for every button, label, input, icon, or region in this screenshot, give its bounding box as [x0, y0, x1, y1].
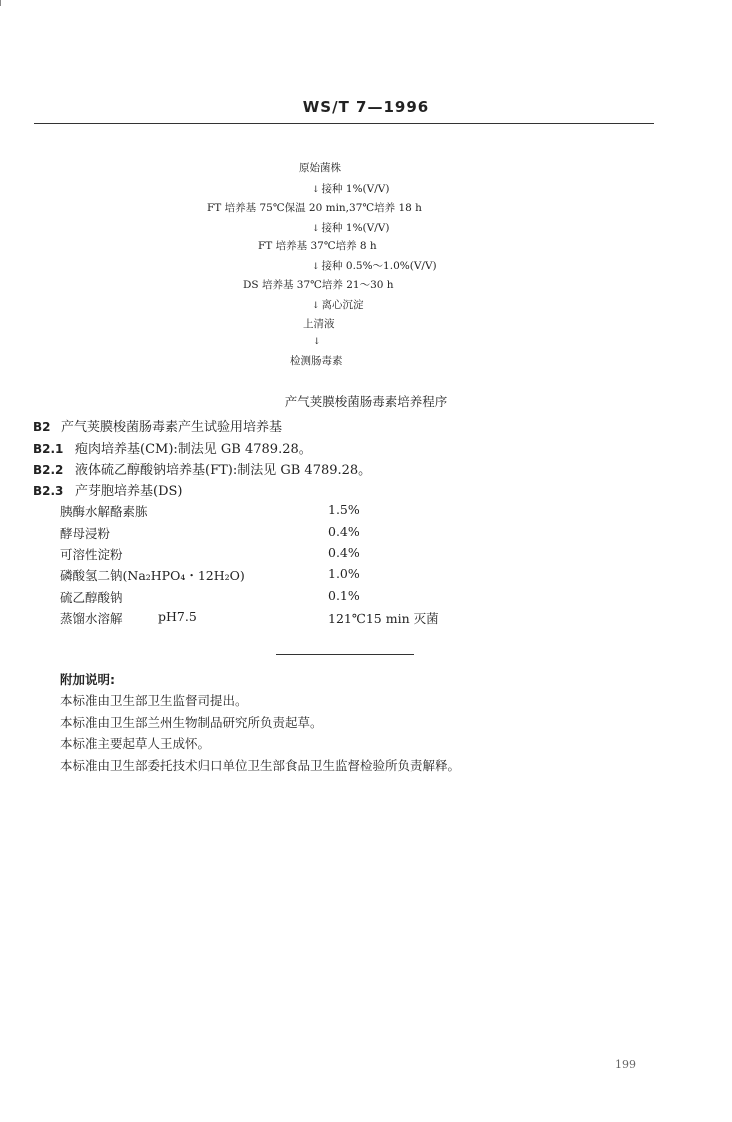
figure-caption: 产气荚膜梭菌肠毒素培养程序 — [284, 394, 448, 409]
down-arrow-icon: ↓ — [312, 262, 320, 272]
flow-arrow-4 — [312, 297, 364, 312]
flow-arrow-2-label: 接种 1%(V/V) — [321, 222, 390, 234]
ingredient-name: 硫乙醇酸钠 — [60, 590, 123, 605]
section-title: 产芽胞培养基(DS) — [75, 484, 183, 499]
scan-mark — [0, 0, 6, 6]
down-arrow-icon: ↓ — [312, 185, 320, 195]
down-arrow-icon: ↓ — [312, 224, 320, 234]
flow-arrow-1-label: 接种 1%(V/V) — [321, 183, 390, 195]
flow-step-detect-enterotoxin: 检测肠毒素 — [290, 355, 343, 367]
end-rule — [276, 654, 414, 655]
ingredient-value: 121℃15 min 灭菌 — [328, 611, 439, 626]
note-line: 本标准由卫生部委托技术归口单位卫生部食品卫生监督检验所负责解释。 — [60, 758, 461, 773]
ingredient-value: 0.1% — [328, 588, 360, 603]
section-title: 液体硫乙醇酸钠培养基(FT):制法见 GB 4789.28。 — [75, 463, 372, 478]
section-b2-2 — [33, 459, 371, 478]
section-number: B2.1 — [33, 442, 64, 456]
ingredient-value: 1.5% — [328, 502, 360, 517]
ingredient-value: 1.0% — [328, 566, 360, 581]
page-number: 199 — [615, 1058, 636, 1071]
ingredient-name: 蒸馏水溶解 — [60, 611, 123, 626]
section-b2-3 — [33, 480, 182, 499]
section-number: B2.3 — [33, 484, 64, 498]
ingredient-value: 0.4% — [328, 545, 360, 560]
standard-code-header: WS/T 7—1996 — [302, 98, 430, 116]
notes-title: 附加说明: — [60, 672, 115, 687]
ingredient-name: 可溶性淀粉 — [60, 547, 123, 562]
note-line: 本标准主要起草人王成怀。 — [60, 736, 211, 751]
header-rule — [34, 123, 654, 124]
ingredient-name: 酵母浸粉 — [60, 526, 111, 541]
section-title: 产气荚膜梭菌肠毒素产生试验用培养基 — [61, 420, 283, 435]
flow-arrow-3 — [312, 258, 437, 273]
note-line: 本标准由卫生部兰州生物制品研究所负责起草。 — [60, 715, 323, 730]
section-number: B2 — [33, 420, 51, 434]
down-arrow-icon: ↓ — [312, 301, 320, 311]
ingredient-name: 磷酸氢二钠(Na₂HPO₄・12H₂O) — [60, 568, 245, 583]
section-b2-1 — [33, 438, 312, 457]
down-arrow-icon: ↓ — [313, 337, 321, 347]
flow-arrow-2 — [312, 220, 389, 235]
flow-arrow-5 — [313, 335, 323, 347]
flow-arrow-4-label: 离心沉淀 — [321, 299, 364, 311]
flow-step-ft-37c: FT 培养基 37℃培养 8 h — [258, 240, 377, 252]
flow-step-supernatant: 上清液 — [303, 318, 335, 330]
flow-arrow-1 — [312, 181, 389, 196]
ingredient-value: 0.4% — [328, 524, 360, 539]
ingredient-name: 胰酶水解酪素胨 — [60, 504, 148, 519]
section-title: 疱肉培养基(CM):制法见 GB 4789.28。 — [75, 442, 312, 457]
flow-step-ft-75c: FT 培养基 75℃保温 20 min,37℃培养 18 h — [207, 202, 422, 214]
section-b2 — [33, 416, 282, 435]
flow-step-ds-37c: DS 培养基 37℃培养 21～30 h — [243, 279, 394, 291]
section-number: B2.2 — [33, 463, 64, 477]
note-line: 本标准由卫生部卫生监督司提出。 — [60, 693, 248, 708]
flow-step-original-strain: 原始菌株 — [299, 162, 341, 174]
flow-arrow-3-label: 接种 0.5%～1.0%(V/V) — [321, 260, 437, 272]
ingredient-ph: pH7.5 — [158, 609, 197, 624]
